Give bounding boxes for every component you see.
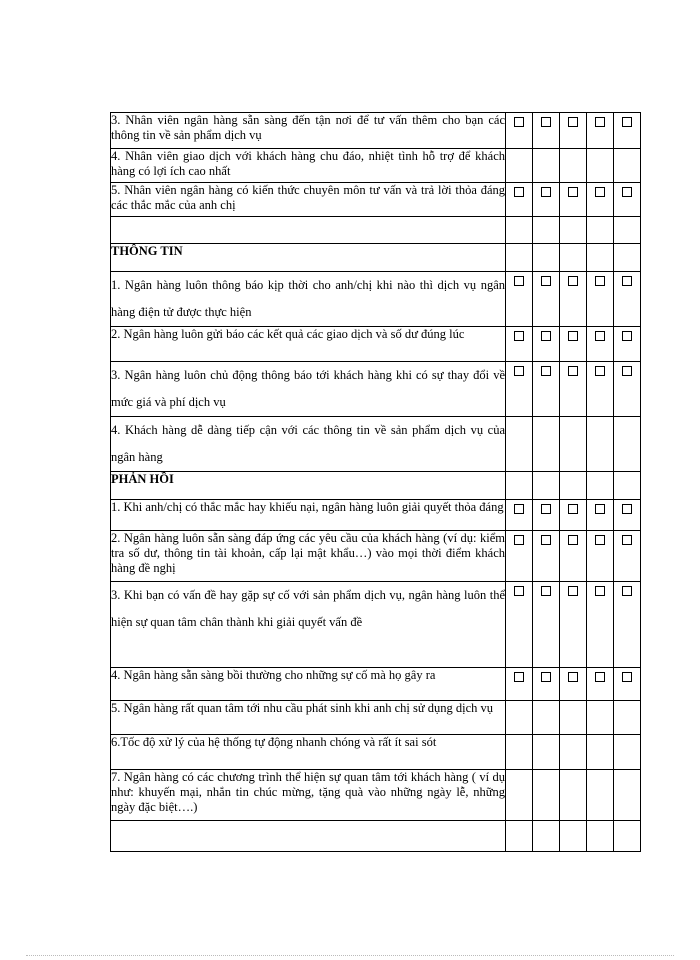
rating-cell-3 (560, 582, 587, 668)
section-heading: THÔNG TIN (111, 244, 506, 272)
rating-cell-5 (614, 770, 641, 821)
rating-cell-5 (614, 113, 641, 149)
checkbox-icon[interactable] (622, 672, 632, 682)
rating-cell-4 (587, 531, 614, 582)
checkbox-icon[interactable] (568, 276, 578, 286)
rating-cell-5 (614, 701, 641, 735)
section-row (111, 472, 641, 500)
rating-cell-5 (614, 668, 641, 701)
question-row (111, 735, 641, 770)
rating-cell-3 (560, 113, 587, 149)
checkbox-icon[interactable] (595, 276, 605, 286)
rating-cell-4 (587, 668, 614, 701)
rating-cell-4 (587, 362, 614, 417)
question-text: 3. Nhân viên ngân hàng sẵn sàng đến tận nơi để tư vấn thêm cho bạn các thông tin về sản phẩm dịch vụ (111, 113, 506, 149)
checkbox-icon[interactable] (541, 504, 551, 514)
rating-cell-2 (533, 582, 560, 668)
rating-cell-5 (614, 217, 641, 244)
checkbox-icon[interactable] (622, 331, 632, 341)
checkbox-icon[interactable] (541, 187, 551, 197)
checkbox-icon[interactable] (541, 331, 551, 341)
checkbox-icon[interactable] (595, 331, 605, 341)
question-row (111, 701, 641, 735)
rating-cell-2 (533, 183, 560, 217)
rating-cell-4 (587, 327, 614, 362)
checkbox-icon[interactable] (514, 117, 524, 127)
rating-cell-2 (533, 327, 560, 362)
question-row (111, 582, 641, 668)
rating-cell-3 (560, 770, 587, 821)
rating-cell-4 (587, 582, 614, 668)
rating-cell-5 (614, 472, 641, 500)
rating-cell-3 (560, 417, 587, 472)
checkbox-icon[interactable] (622, 117, 632, 127)
checkbox-icon[interactable] (514, 187, 524, 197)
page-bottom-rule (26, 955, 674, 956)
checkbox-icon[interactable] (514, 672, 524, 682)
question-row (111, 272, 641, 327)
question-row (111, 668, 641, 701)
rating-cell-4 (587, 217, 614, 244)
rating-cell-1 (506, 531, 533, 582)
rating-cell-1 (506, 244, 533, 272)
rating-cell-5 (614, 582, 641, 668)
rating-cell-3 (560, 500, 587, 531)
checkbox-icon[interactable] (541, 535, 551, 545)
checkbox-icon[interactable] (595, 672, 605, 682)
rating-cell-1 (506, 362, 533, 417)
rating-cell-3 (560, 821, 587, 852)
question-row (111, 362, 641, 417)
checkbox-icon[interactable] (514, 504, 524, 514)
question-text: 6.Tốc độ xử lý của hệ thống tự động nhanh chóng và rất ít sai sót (111, 735, 506, 770)
question-row (111, 531, 641, 582)
blank-row (111, 217, 641, 244)
checkbox-icon[interactable] (568, 366, 578, 376)
rating-cell-1 (506, 183, 533, 217)
checkbox-icon[interactable] (541, 276, 551, 286)
rating-cell-4 (587, 417, 614, 472)
question-text: 3. Ngân hàng luôn chủ động thông báo tới khách hàng khi có sự thay đổi về mức giá và phí dịch vụ (111, 362, 506, 417)
rating-cell-1 (506, 272, 533, 327)
rating-cell-4 (587, 272, 614, 327)
rating-cell-5 (614, 183, 641, 217)
rating-cell-4 (587, 821, 614, 852)
question-row (111, 183, 641, 217)
rating-cell-3 (560, 217, 587, 244)
rating-cell-5 (614, 327, 641, 362)
rating-cell-5 (614, 735, 641, 770)
rating-cell-2 (533, 362, 560, 417)
checkbox-icon[interactable] (541, 117, 551, 127)
rating-cell-5 (614, 417, 641, 472)
checkbox-icon[interactable] (622, 535, 632, 545)
checkbox-icon[interactable] (622, 187, 632, 197)
checkbox-icon[interactable] (568, 504, 578, 514)
rating-cell-5 (614, 531, 641, 582)
checkbox-icon[interactable] (541, 366, 551, 376)
rating-cell-3 (560, 472, 587, 500)
question-text: 1. Khi anh/chị có thắc mắc hay khiếu nại, ngân hàng luôn giải quyết thỏa đáng (111, 500, 506, 531)
rating-cell-1 (506, 668, 533, 701)
question-row (111, 327, 641, 362)
rating-cell-1 (506, 701, 533, 735)
rating-cell-2 (533, 500, 560, 531)
checkbox-icon[interactable] (595, 504, 605, 514)
rating-cell-4 (587, 472, 614, 500)
rating-cell-5 (614, 149, 641, 183)
rating-cell-1 (506, 417, 533, 472)
checkbox-icon[interactable] (595, 366, 605, 376)
question-text: 3. Khi bạn có vấn đề hay gặp sự cố với sản phẩm dịch vụ, ngân hàng luôn thể hiện sự quan tâm chân thành khi giải quyết vấn đề (111, 582, 506, 668)
rating-cell-2 (533, 217, 560, 244)
checkbox-icon[interactable] (514, 535, 524, 545)
rating-cell-2 (533, 272, 560, 327)
rating-cell-3 (560, 362, 587, 417)
checkbox-icon[interactable] (568, 672, 578, 682)
rating-cell-3 (560, 327, 587, 362)
rating-cell-1 (506, 472, 533, 500)
rating-cell-5 (614, 362, 641, 417)
section-heading: PHẢN HỒI (111, 472, 506, 500)
rating-cell-2 (533, 701, 560, 735)
rating-cell-3 (560, 149, 587, 183)
rating-cell-3 (560, 531, 587, 582)
rating-cell-3 (560, 272, 587, 327)
question-text: 4. Nhân viên giao dịch với khách hàng chu đáo, nhiệt tình hỗ trợ để khách hàng có lợi ích cao nhất (111, 149, 506, 183)
rating-cell-4 (587, 500, 614, 531)
question-text: 7. Ngân hàng có các chương trình thể hiện sự quan tâm tới khách hàng ( ví dụ như: khuyến mại, nhắn tin chúc mừng, tặng quà vào những ngày lễ, những ngày đặc biệt….) (111, 770, 506, 821)
rating-cell-2 (533, 735, 560, 770)
rating-cell-1 (506, 217, 533, 244)
question-text: 5. Ngân hàng rất quan tâm tới nhu cầu phát sinh khi anh chị sử dụng dịch vụ (111, 701, 506, 735)
checkbox-icon[interactable] (595, 117, 605, 127)
rating-cell-1 (506, 582, 533, 668)
checkbox-icon[interactable] (568, 535, 578, 545)
survey-table (110, 112, 641, 852)
checkbox-icon[interactable] (568, 117, 578, 127)
rating-cell-1 (506, 327, 533, 362)
question-text: 2. Ngân hàng luôn sẵn sàng đáp ứng các yêu cầu của khách hàng (ví dụ: kiểm tra số dư, thông tin tài khoản, cấp lại mật khẩu…) vào mọi thời điểm khách hàng đề nghị (111, 531, 506, 582)
checkbox-icon[interactable] (568, 331, 578, 341)
rating-cell-3 (560, 701, 587, 735)
rating-cell-1 (506, 500, 533, 531)
rating-cell-4 (587, 701, 614, 735)
rating-cell-2 (533, 113, 560, 149)
checkbox-icon[interactable] (622, 504, 632, 514)
rating-cell-3 (560, 735, 587, 770)
rating-cell-2 (533, 244, 560, 272)
section-row (111, 244, 641, 272)
rating-cell-2 (533, 821, 560, 852)
rating-cell-1 (506, 113, 533, 149)
rating-cell-5 (614, 244, 641, 272)
checkbox-icon[interactable] (541, 672, 551, 682)
rating-cell-2 (533, 149, 560, 183)
checkbox-icon[interactable] (514, 366, 524, 376)
checkbox-icon[interactable] (541, 586, 551, 596)
checkbox-icon[interactable] (622, 276, 632, 286)
question-text: 4. Ngân hàng sẵn sàng bồi thường cho những sự cố mà họ gây ra (111, 668, 506, 701)
rating-cell-1 (506, 149, 533, 183)
question-text (111, 821, 506, 852)
rating-cell-5 (614, 821, 641, 852)
checkbox-icon[interactable] (595, 535, 605, 545)
question-row (111, 770, 641, 821)
question-text (111, 217, 506, 244)
rating-cell-1 (506, 770, 533, 821)
rating-cell-5 (614, 500, 641, 531)
checkbox-icon[interactable] (595, 586, 605, 596)
rating-cell-3 (560, 244, 587, 272)
survey-table-body (111, 113, 641, 852)
question-text: 1. Ngân hàng luôn thông báo kịp thời cho anh/chị khi nào thì dịch vụ ngân hàng điện tử được thực hiện (111, 272, 506, 327)
rating-cell-4 (587, 244, 614, 272)
rating-cell-4 (587, 183, 614, 217)
rating-cell-2 (533, 770, 560, 821)
checkbox-icon[interactable] (568, 586, 578, 596)
checkbox-icon[interactable] (622, 586, 632, 596)
rating-cell-4 (587, 149, 614, 183)
rating-cell-3 (560, 668, 587, 701)
rating-cell-2 (533, 668, 560, 701)
checkbox-icon[interactable] (568, 187, 578, 197)
question-row (111, 417, 641, 472)
rating-cell-4 (587, 735, 614, 770)
question-text: 4. Khách hàng dễ dàng tiếp cận với các thông tin về sản phẩm dịch vụ của ngân hàng (111, 417, 506, 472)
question-text: 5. Nhân viên ngân hàng có kiến thức chuyên môn tư vấn và trả lời thỏa đáng các thắc mắc của anh chị (111, 183, 506, 217)
checkbox-icon[interactable] (595, 187, 605, 197)
question-row (111, 113, 641, 149)
rating-cell-2 (533, 472, 560, 500)
rating-cell-5 (614, 272, 641, 327)
rating-cell-4 (587, 113, 614, 149)
rating-cell-1 (506, 735, 533, 770)
checkbox-icon[interactable] (514, 276, 524, 286)
question-row (111, 149, 641, 183)
rating-cell-2 (533, 417, 560, 472)
question-row (111, 500, 641, 531)
rating-cell-2 (533, 531, 560, 582)
checkbox-icon[interactable] (514, 331, 524, 341)
question-text: 2. Ngân hàng luôn gửi báo các kết quả các giao dịch và số dư đúng lúc (111, 327, 506, 362)
rating-cell-1 (506, 821, 533, 852)
checkbox-icon[interactable] (514, 586, 524, 596)
rating-cell-4 (587, 770, 614, 821)
rating-cell-3 (560, 183, 587, 217)
checkbox-icon[interactable] (622, 366, 632, 376)
blank-row (111, 821, 641, 852)
